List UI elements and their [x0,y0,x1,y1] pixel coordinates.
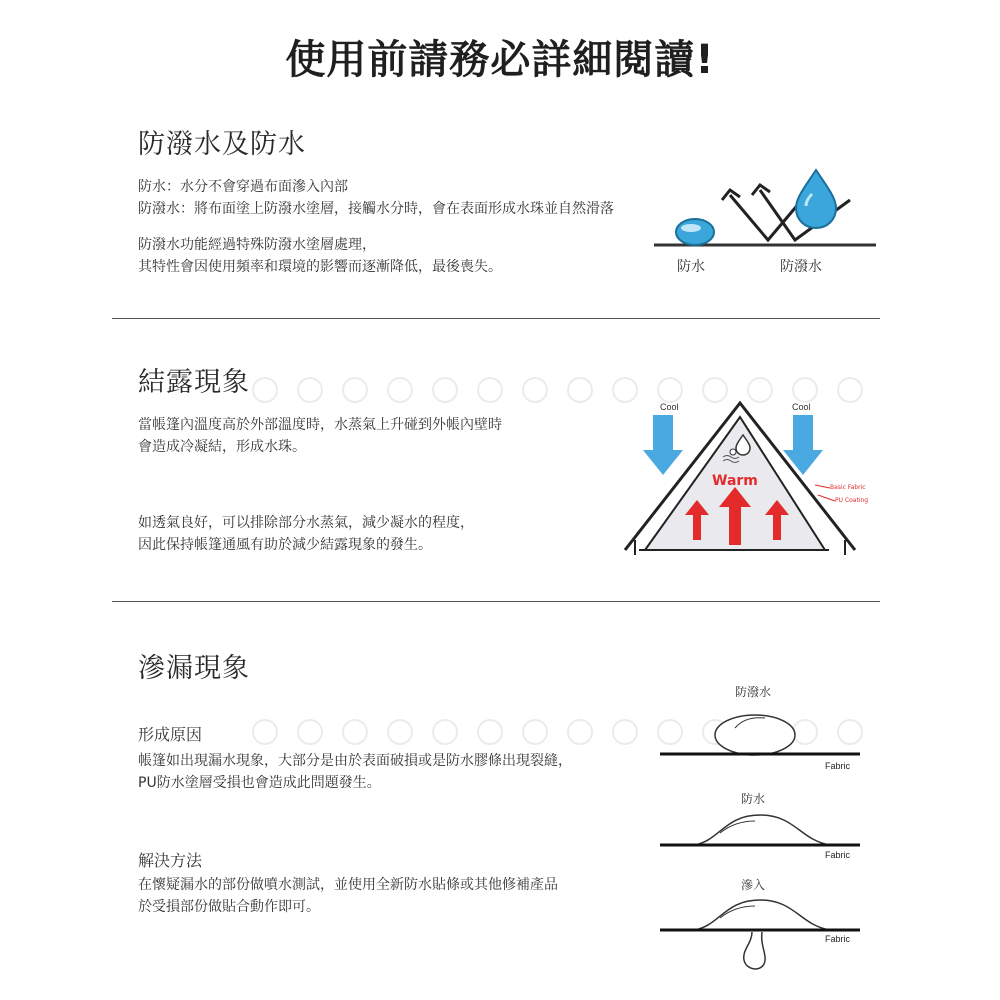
water-drop-icon [796,170,836,228]
diagram-label-leak: 滲入 [741,878,766,892]
diagram-label-waterproof: 防水 [677,259,705,275]
section-heading-condensation: 結露現象 [138,367,250,398]
cool-label-right: Cool [792,402,811,412]
cool-arrow-left-icon [643,415,683,475]
waterproof-fabric-diagram [660,805,860,850]
diagram-label-waterproof-2: 防水 [741,792,766,806]
section-divider-1 [112,318,880,319]
leaking-water-outline-icon [695,900,830,930]
cool-label-left: Cool [660,402,679,412]
condensation-line-2: 會造成冷凝結，形成水珠。 [138,439,306,455]
waterproof-line-4: 其特性會因使用頻率和環境的影響而逐漸降低，最後喪失。 [138,259,502,275]
spread-water-outline-icon [695,815,830,845]
condensation-line-1: 當帳篷內溫度高於外部溫度時，水蒸氣上升碰到外帳內壁時 [138,417,502,433]
leak-drip-icon [744,932,765,969]
diagram-label-water-repellent-2: 防潑水 [735,685,772,699]
water-bead-highlight [681,224,701,232]
page-title: 使用前請務必詳細閱讀! [285,37,715,83]
section-divider-2 [112,601,880,602]
diagram-label-water-repellent: 防潑水 [780,259,822,275]
condensation-line-3: 如透氣良好，可以排除部分水蒸氣，減少凝水的程度， [138,515,474,531]
leak-through-fabric-diagram [660,888,860,978]
warm-label: Warm [712,473,758,489]
cause-heading: 形成原因 [138,725,203,744]
solution-line-1: 在懷疑漏水的部份做噴水測試，並使用全新防水貼條或其他修補產品 [138,877,558,893]
section-heading-waterproof: 防潑水及防水 [138,129,306,160]
water-bead-outline-icon [715,715,795,755]
cause-line-2: PU防水塗層受損也會造成此問題發生。 [138,775,381,791]
fabric-label-1: Fabric [825,761,851,771]
section-heading-leakage: 滲漏現象 [138,653,250,684]
condensation-line-4: 因此保持帳篷通風有助於減少結露現象的發生。 [138,537,432,553]
water-repellent-diagram [650,160,880,255]
basic-fabric-label: Basic Fabric [830,484,866,491]
solution-heading: 解決方法 [138,851,203,870]
water-bead-icon [676,219,714,245]
waterproof-line-1: 防水：水分不會穿過布面滲入內部 [138,179,348,195]
waterproof-line-3: 防潑水功能經過特殊防潑水塗層處理， [138,237,376,253]
solution-line-2: 於受損部份做貼合動作即可。 [138,899,320,915]
pu-coating-label: PU Coating [835,497,869,504]
cause-line-1: 帳篷如出現漏水現象，大部分是由於表面破損或是防水膠條出現裂縫， [138,753,572,769]
fabric-label-3: Fabric [825,934,851,944]
fabric-label-2: Fabric [825,850,851,860]
bead-on-fabric-diagram [660,700,860,760]
waterproof-line-2: 防潑水：將布面塗上防潑水塗層，接觸水分時，會在表面形成水珠並自然滑落 [138,201,614,217]
